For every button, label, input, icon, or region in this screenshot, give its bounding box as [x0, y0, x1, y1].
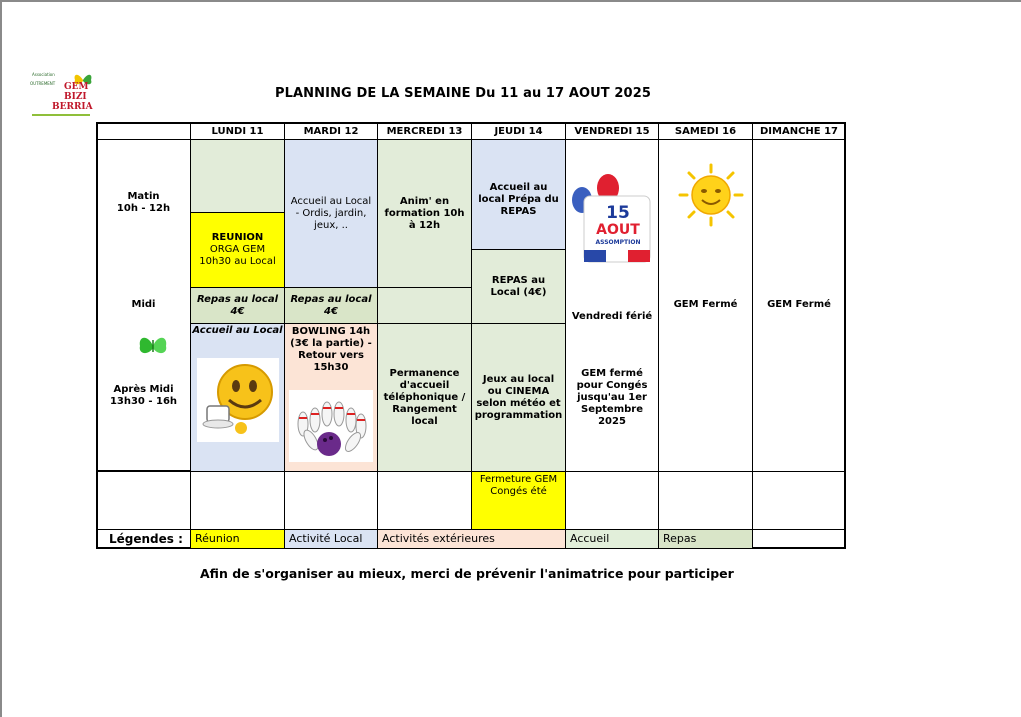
- logo-underline: [32, 114, 90, 116]
- logo-line2: OUTREMENT: [30, 81, 56, 86]
- page-title: PLANNING DE LA SEMAINE Du 11 au 17 AOUT 2025: [275, 86, 651, 101]
- lundi-reunion-line3: 10h30 au Local: [199, 256, 276, 267]
- day-header-jeudi: JEUDI 14: [471, 122, 566, 140]
- extra-row-mardi: [284, 471, 378, 530]
- time-apres-midi-label: Après Midi: [113, 384, 174, 395]
- extra-row-mercredi: [377, 471, 472, 530]
- time-midi: Midi: [131, 299, 156, 310]
- lundi-accueil-label: Accueil au Local: [192, 325, 283, 336]
- mardi-bowling: BOWLING 14h (3€ la partie) - Retour vers 15h30: [290, 326, 372, 373]
- lundi-reunion-line2: ORGA GEM: [209, 244, 266, 255]
- jeudi-matin: Accueil au local Prépa du REPAS: [471, 139, 566, 250]
- day-header-dimanche: DIMANCHE 17: [752, 122, 846, 140]
- extra-row-time: [96, 471, 191, 530]
- time-matin-label: Matin: [127, 191, 160, 202]
- legend-repas: Repas: [658, 529, 753, 549]
- smiley-coffee-icon: [197, 358, 279, 442]
- logo-berria: BERRIA: [52, 102, 93, 112]
- lundi-repas: [190, 287, 285, 324]
- jeudi-apres-midi: Jeux au local ou CINEMA selon météo et programmation: [471, 323, 566, 472]
- mardi-repas: [284, 287, 378, 324]
- page-border-left: [0, 0, 2, 717]
- jeudi-fermeture: Fermeture GEM Congés été: [471, 471, 566, 530]
- logo-gem: GEM: [64, 82, 89, 92]
- bowling-icon: [289, 390, 373, 462]
- page-border-top: [0, 0, 1021, 2]
- day-header-samedi: SAMEDI 16: [658, 122, 753, 140]
- vendredi-ferie: Vendredi férié: [571, 311, 653, 322]
- samedi-ferme: GEM Fermé: [673, 299, 738, 310]
- legend-activites-exterieures: Activités extérieures: [377, 529, 566, 549]
- mardi-repas-label: Repas au local: [290, 293, 372, 305]
- gem-bizi-berria-logo: [30, 72, 96, 118]
- mardi-matin: Accueil au Local - Ordis, jardin, jeux, ..: [284, 139, 378, 288]
- extra-row-dimanche: [752, 471, 846, 530]
- lundi-repas-price: 4€: [230, 305, 245, 317]
- legend-activite-local: Activité Local: [284, 529, 378, 549]
- day-header-mardi: MARDI 12: [284, 122, 378, 140]
- mercredi-matin: Anim' en formation 10h à 12h: [377, 139, 472, 288]
- day-header-vendredi: VENDREDI 15: [565, 122, 659, 140]
- mardi-apres-midi: [284, 323, 378, 472]
- mercredi-apres-midi: Permanence d'accueil téléphonique / Rangement local: [377, 323, 472, 472]
- butterfly-icon: [136, 334, 170, 358]
- time-matin-hours: 10h - 12h: [116, 203, 171, 214]
- header-empty: [96, 122, 191, 140]
- footer-note: Afin de s'organiser au mieux, merci de prévenir l'animatrice pour participer: [200, 566, 734, 581]
- extra-row-vendredi: [565, 471, 659, 530]
- extra-row-samedi: [658, 471, 753, 530]
- badge-label: ASSOMPTION: [595, 239, 641, 246]
- vendredi-conges: GEM fermé pour Congés jusqu'au 1er Septembre 2025: [576, 368, 648, 427]
- logo-line1: Association: [32, 72, 55, 77]
- dimanche-ferme: GEM Fermé: [767, 299, 831, 310]
- lundi-repas-label: Repas au local: [196, 293, 279, 305]
- mardi-repas-price: 4€: [324, 305, 338, 317]
- time-matin: [96, 190, 191, 216]
- logo-bizi: BIZI: [64, 92, 87, 102]
- day-header-mercredi: MERCREDI 13: [377, 122, 472, 140]
- day-header-lundi: LUNDI 11: [190, 122, 285, 140]
- legend-label: Légendes :: [96, 529, 191, 549]
- legend-reunion: Réunion: [190, 529, 285, 549]
- assomption-badge-icon: [570, 174, 656, 268]
- time-apres-midi: [96, 383, 191, 409]
- lundi-matin-empty: [190, 139, 285, 213]
- lundi-reunion-title: REUNION: [211, 232, 264, 243]
- legend-empty: [752, 529, 846, 549]
- lundi-reunion: [190, 212, 285, 288]
- lundi-apres-midi: [190, 323, 285, 472]
- badge-month: AOUT: [596, 222, 640, 238]
- time-apres-midi-hours: 13h30 - 16h: [109, 396, 178, 407]
- badge-day: 15: [606, 203, 630, 223]
- legend-accueil: Accueil: [565, 529, 659, 549]
- extra-row-lundi: [190, 471, 285, 530]
- sun-icon: [676, 163, 746, 227]
- jeudi-repas: REPAS au Local (4€): [471, 249, 566, 324]
- mercredi-midi: [377, 287, 472, 324]
